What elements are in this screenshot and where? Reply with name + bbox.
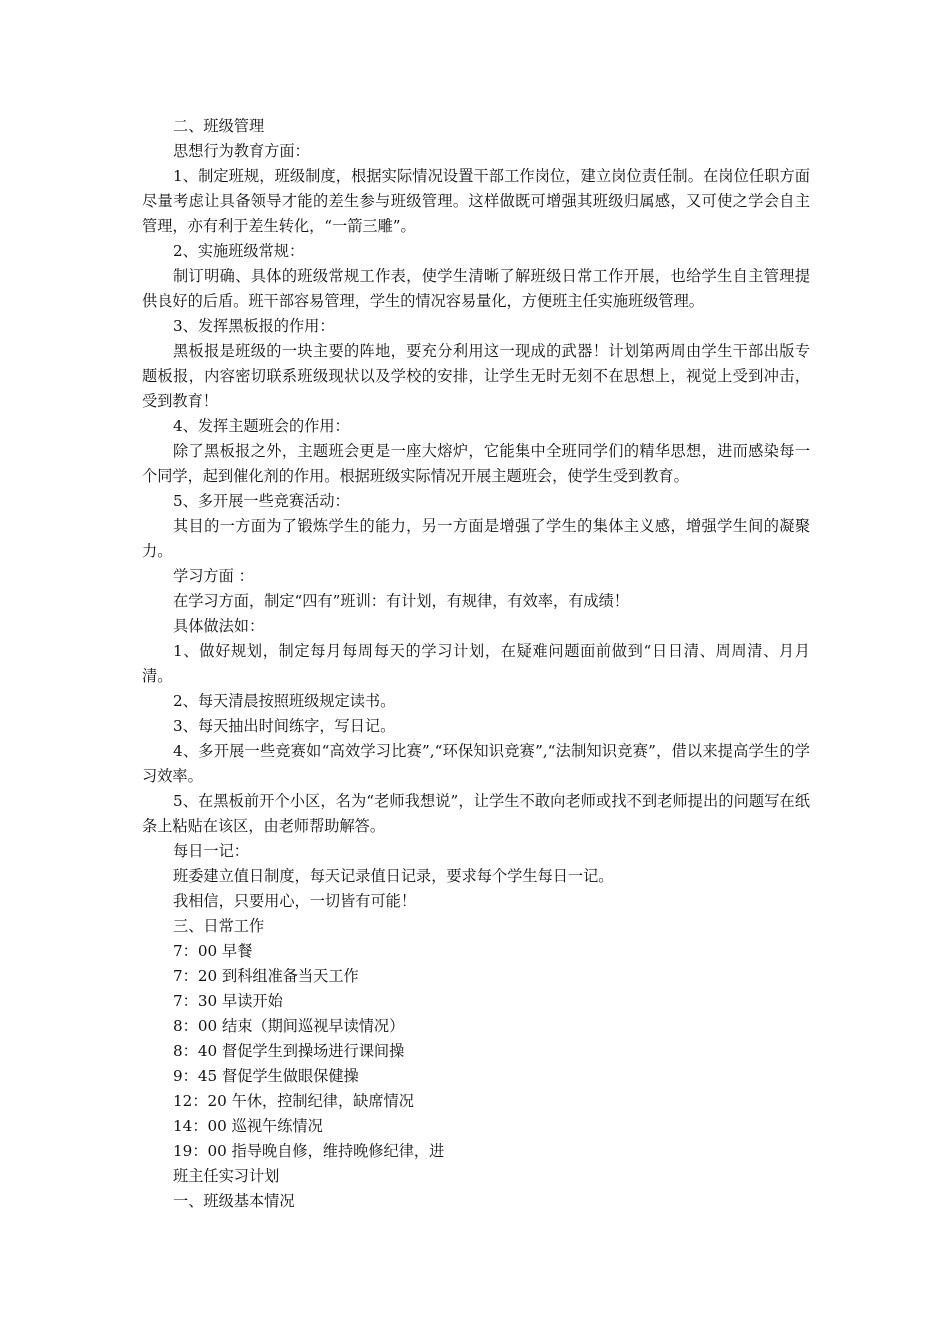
schedule-item: 8：00 结束（期间巡视早读情况） (173, 1017, 405, 1035)
schedule-item: 7：30 早读开始 (173, 992, 283, 1010)
document-body (142, 114, 810, 1214)
paragraph: 制订明确、具体的班级常规工作表，使学生清晰了解班级日常工作开展，也给学生自主管理提供良好的后盾。班干部容易管理，学生的情况容易量化，方便班主任实施班级管理。 (142, 267, 810, 310)
list-item: 1、做好规划，制定每月每周每天的学习计划，在疑难问题面前做到“日日清、周周清、月月清。 (142, 642, 810, 685)
schedule-item: 7：20 到科组准备当天工作 (173, 967, 359, 985)
paragraph: 黑板报是班级的一块主要的阵地，要充分利用这一现成的武器！计划第两周由学生干部出版专题板报，内容密切联系班级现状以及学校的安排，让学生无时无刻不在思想上，视觉上受到冲击，受到教育！ (142, 342, 810, 410)
subheading-daily-note: 每日一记： (173, 842, 249, 860)
subheading: 5、多开展一些竞赛活动： (173, 492, 350, 510)
section-heading-class-overview: 一、班级基本情况 (173, 1192, 295, 1210)
list-item: 5、在黑板前开个小区，名为“老师我想说”，让学生不敢向老师或找不到老师提出的问题写在纸条上粘贴在该区，由老师帮助解答。 (142, 792, 810, 835)
list-item: 2、每天清晨按照班级规定读书。 (173, 692, 396, 710)
paragraph: 在学习方面，制定“四有”班训：有计划，有规律，有效率，有成绩！ (173, 592, 629, 610)
subheading: 3、发挥黑板报的作用： (173, 317, 335, 335)
section-heading-daily-work: 三、日常工作 (173, 917, 265, 935)
list-item: 4、多开展一些竞赛如“高效学习比赛”,“环保知识竞赛”,“法制知识竞赛”，借以来提高学生的学习效率。 (142, 742, 810, 785)
schedule-item: 8：40 督促学生到操场进行课间操 (173, 1042, 405, 1060)
list-item: 3、每天抽出时间练字，写日记。 (173, 717, 396, 735)
paragraph: 除了黑板报之外，主题班会更是一座大熔炉，它能集中全班同学们的精华思想，进而感染每一个同学，起到催化剂的作用。根据班级实际情况开展主题班会，使学生受到教育。 (142, 442, 810, 485)
schedule-item: 12：20 午休，控制纪律，缺席情况 (173, 1092, 414, 1110)
schedule-item: 19：00 指导晚自修，维持晚修纪律，进 (173, 1142, 445, 1160)
subheading-study: 学习方面 ： (173, 567, 254, 585)
schedule-item: 9：45 督促学生做眼保健操 (173, 1067, 359, 1085)
subheading-ideological-education: 思想行为教育方面： (173, 142, 310, 160)
subheading: 4、发挥主题班会的作用： (173, 417, 350, 435)
paragraph: 班委建立值日制度，每天记录值日记录，要求每个学生每日一记。 (173, 867, 614, 885)
subheading: 2、实施班级常规： (173, 242, 305, 260)
paragraph: 1、制定班规，班级制度，根据实际情况设置干部工作岗位，建立岗位责任制。在岗位任职方面尽量考虑让具备领导才能的差生参与班级管理。这样做既可增强其班级归属感，又可使之学会自主管理，亦有利于差生转化，“一箭三雕”。 (142, 167, 810, 235)
section-heading-class-management: 二、班级管理 (173, 117, 265, 135)
schedule-item: 14：00 巡视午练情况 (173, 1117, 323, 1135)
paragraph: 我相信，只要用心，一切皆有可能！ (173, 892, 416, 910)
subheading: 具体做法如： (173, 617, 265, 635)
schedule-item: 7：00 早餐 (173, 942, 253, 960)
document-title: 班主任实习计划 (173, 1167, 280, 1185)
paragraph: 其目的一方面为了锻炼学生的能力，另一方面是增强了学生的集体主义感，增强学生间的凝聚力。 (142, 517, 810, 560)
